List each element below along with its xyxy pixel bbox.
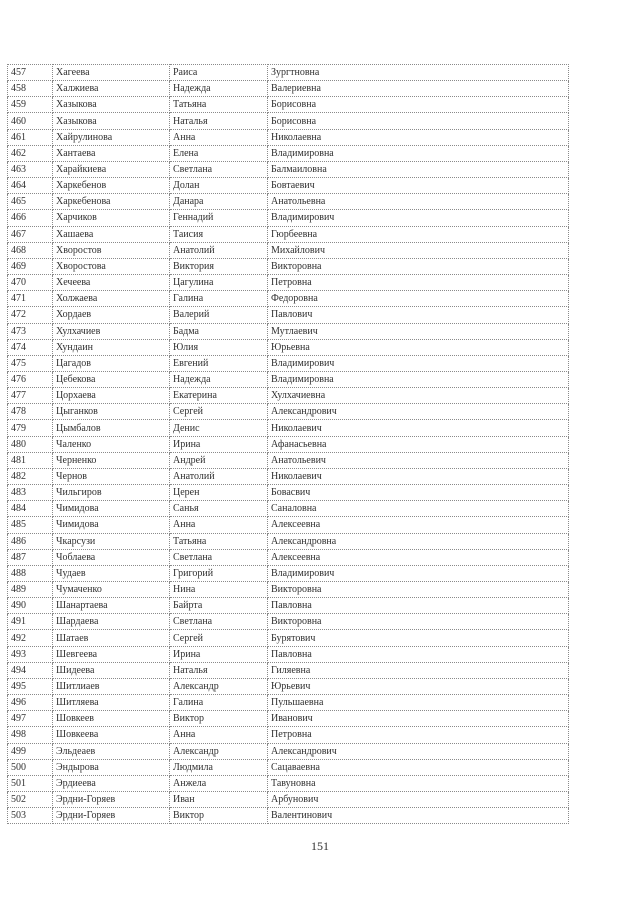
first-name-cell: Татьяна xyxy=(170,533,268,549)
surname-cell: Шовкеев xyxy=(53,711,170,727)
first-name-cell: Ирина xyxy=(170,646,268,662)
surname-cell: Черненко xyxy=(53,452,170,468)
first-name-cell: Григорий xyxy=(170,565,268,581)
patronymic-cell: Балмаиловна xyxy=(268,161,569,177)
table-row xyxy=(8,97,569,113)
table-row xyxy=(8,775,569,791)
table-row xyxy=(8,275,569,291)
surname-cell: Хундаин xyxy=(53,339,170,355)
first-name-cell: Байрта xyxy=(170,598,268,614)
first-name-cell: Таисия xyxy=(170,226,268,242)
first-name-cell: Александр xyxy=(170,678,268,694)
first-name-cell: Данара xyxy=(170,194,268,210)
first-name-cell: Наталья xyxy=(170,662,268,678)
row-number-cell: 493 xyxy=(8,646,53,662)
row-number-cell: 486 xyxy=(8,533,53,549)
table-row xyxy=(8,759,569,775)
surname-cell: Шовкеева xyxy=(53,727,170,743)
patronymic-cell: Алексеевна xyxy=(268,549,569,565)
table-row xyxy=(8,178,569,194)
table-row xyxy=(8,565,569,581)
row-number-cell: 475 xyxy=(8,355,53,371)
table-row xyxy=(8,258,569,274)
surname-cell: Чаленко xyxy=(53,436,170,452)
table-row xyxy=(8,468,569,484)
first-name-cell: Людмила xyxy=(170,759,268,775)
table-row xyxy=(8,646,569,662)
patronymic-cell: Сацаваевна xyxy=(268,759,569,775)
table-row xyxy=(8,129,569,145)
row-number-cell: 465 xyxy=(8,194,53,210)
surname-cell: Чимидова xyxy=(53,501,170,517)
table-row xyxy=(8,371,569,387)
table-row xyxy=(8,743,569,759)
first-name-cell: Виктор xyxy=(170,711,268,727)
row-number-cell: 460 xyxy=(8,113,53,129)
patronymic-cell: Борисовна xyxy=(268,113,569,129)
first-name-cell: Юлия xyxy=(170,339,268,355)
row-number-cell: 483 xyxy=(8,485,53,501)
patronymic-cell: Александрович xyxy=(268,404,569,420)
first-name-cell: Цагулина xyxy=(170,275,268,291)
surname-cell: Хашаева xyxy=(53,226,170,242)
patronymic-cell: Хулхачиевна xyxy=(268,388,569,404)
patronymic-cell: Афанасьевна xyxy=(268,436,569,452)
surname-cell: Цыганков xyxy=(53,404,170,420)
surname-cell: Цебекова xyxy=(53,371,170,387)
first-name-cell: Виктория xyxy=(170,258,268,274)
patronymic-cell: Александрович xyxy=(268,743,569,759)
roster-body xyxy=(8,65,569,824)
surname-cell: Эрдни-Горяев xyxy=(53,792,170,808)
patronymic-cell: Саналовна xyxy=(268,501,569,517)
first-name-cell: Бадма xyxy=(170,323,268,339)
table-row xyxy=(8,808,569,824)
surname-cell: Чоблаева xyxy=(53,549,170,565)
table-row xyxy=(8,339,569,355)
row-number-cell: 498 xyxy=(8,727,53,743)
patronymic-cell: Николаевна xyxy=(268,129,569,145)
patronymic-cell: Викторовна xyxy=(268,258,569,274)
patronymic-cell: Бовасвич xyxy=(268,485,569,501)
row-number-cell: 497 xyxy=(8,711,53,727)
surname-cell: Цагадов xyxy=(53,355,170,371)
row-number-cell: 477 xyxy=(8,388,53,404)
table-row xyxy=(8,113,569,129)
row-number-cell: 480 xyxy=(8,436,53,452)
table-row xyxy=(8,210,569,226)
surname-cell: Эльдеаев xyxy=(53,743,170,759)
row-number-cell: 459 xyxy=(8,97,53,113)
patronymic-cell: Валентинович xyxy=(268,808,569,824)
row-number-cell: 500 xyxy=(8,759,53,775)
patronymic-cell: Александровна xyxy=(268,533,569,549)
first-name-cell: Виктор xyxy=(170,808,268,824)
first-name-cell: Екатерина xyxy=(170,388,268,404)
patronymic-cell: Валериевна xyxy=(268,81,569,97)
patronymic-cell: Владимирович xyxy=(268,210,569,226)
table-row xyxy=(8,727,569,743)
row-number-cell: 469 xyxy=(8,258,53,274)
surname-cell: Хайрулинова xyxy=(53,129,170,145)
surname-cell: Харайкиева xyxy=(53,161,170,177)
row-number-cell: 484 xyxy=(8,501,53,517)
row-number-cell: 461 xyxy=(8,129,53,145)
patronymic-cell: Викторовна xyxy=(268,614,569,630)
row-number-cell: 482 xyxy=(8,468,53,484)
row-number-cell: 470 xyxy=(8,275,53,291)
first-name-cell: Анна xyxy=(170,517,268,533)
row-number-cell: 481 xyxy=(8,452,53,468)
surname-cell: Хагеева xyxy=(53,65,170,81)
page-number: 151 xyxy=(311,839,329,853)
surname-cell: Харчиков xyxy=(53,210,170,226)
row-number-cell: 501 xyxy=(8,775,53,791)
patronymic-cell: Борисовна xyxy=(268,97,569,113)
patronymic-cell: Михайлович xyxy=(268,242,569,258)
row-number-cell: 478 xyxy=(8,404,53,420)
patronymic-cell: Гюрбеевна xyxy=(268,226,569,242)
surname-cell: Цорхаева xyxy=(53,388,170,404)
row-number-cell: 503 xyxy=(8,808,53,824)
table-row xyxy=(8,614,569,630)
row-number-cell: 462 xyxy=(8,145,53,161)
table-row xyxy=(8,242,569,258)
table-row xyxy=(8,355,569,371)
row-number-cell: 487 xyxy=(8,549,53,565)
table-row xyxy=(8,436,569,452)
patronymic-cell: Бурятович xyxy=(268,630,569,646)
surname-cell: Эрдиеева xyxy=(53,775,170,791)
table-row xyxy=(8,549,569,565)
first-name-cell: Санья xyxy=(170,501,268,517)
table-row xyxy=(8,485,569,501)
surname-cell: Харкебенова xyxy=(53,194,170,210)
row-number-cell: 463 xyxy=(8,161,53,177)
first-name-cell: Елена xyxy=(170,145,268,161)
surname-cell: Хантаева xyxy=(53,145,170,161)
patronymic-cell: Анатольевич xyxy=(268,452,569,468)
first-name-cell: Андрей xyxy=(170,452,268,468)
first-name-cell: Сергей xyxy=(170,404,268,420)
surname-cell: Хулхачиев xyxy=(53,323,170,339)
row-number-cell: 466 xyxy=(8,210,53,226)
patronymic-cell: Павловна xyxy=(268,646,569,662)
first-name-cell: Денис xyxy=(170,420,268,436)
table-row xyxy=(8,226,569,242)
table-row xyxy=(8,291,569,307)
table-row xyxy=(8,452,569,468)
table-row xyxy=(8,145,569,161)
surname-cell: Хворостов xyxy=(53,242,170,258)
row-number-cell: 472 xyxy=(8,307,53,323)
patronymic-cell: Мутлаевич xyxy=(268,323,569,339)
first-name-cell: Геннадий xyxy=(170,210,268,226)
roster-table xyxy=(7,64,569,824)
first-name-cell: Анатолий xyxy=(170,468,268,484)
surname-cell: Халжиева xyxy=(53,81,170,97)
row-number-cell: 499 xyxy=(8,743,53,759)
surname-cell: Хазыкова xyxy=(53,97,170,113)
table-row xyxy=(8,598,569,614)
table-row xyxy=(8,792,569,808)
patronymic-cell: Бовтаевич xyxy=(268,178,569,194)
patronymic-cell: Гиляевна xyxy=(268,662,569,678)
patronymic-cell: Павловна xyxy=(268,598,569,614)
first-name-cell: Нина xyxy=(170,582,268,598)
surname-cell: Харкебенов xyxy=(53,178,170,194)
first-name-cell: Анна xyxy=(170,129,268,145)
row-number-cell: 496 xyxy=(8,695,53,711)
table-row xyxy=(8,678,569,694)
table-row xyxy=(8,161,569,177)
patronymic-cell: Николаевич xyxy=(268,468,569,484)
surname-cell: Шатаев xyxy=(53,630,170,646)
row-number-cell: 457 xyxy=(8,65,53,81)
row-number-cell: 485 xyxy=(8,517,53,533)
first-name-cell: Татьяна xyxy=(170,97,268,113)
surname-cell: Холжаева xyxy=(53,291,170,307)
patronymic-cell: Юрьевич xyxy=(268,678,569,694)
table-row xyxy=(8,323,569,339)
patronymic-cell: Петровна xyxy=(268,275,569,291)
patronymic-cell: Пульшаевна xyxy=(268,695,569,711)
patronymic-cell: Викторовна xyxy=(268,582,569,598)
surname-cell: Шевгеева xyxy=(53,646,170,662)
table-row xyxy=(8,81,569,97)
surname-cell: Хечеева xyxy=(53,275,170,291)
first-name-cell: Валерий xyxy=(170,307,268,323)
first-name-cell: Евгений xyxy=(170,355,268,371)
surname-cell: Чудаев xyxy=(53,565,170,581)
row-number-cell: 492 xyxy=(8,630,53,646)
surname-cell: Хворостова xyxy=(53,258,170,274)
surname-cell: Шитляева xyxy=(53,695,170,711)
patronymic-cell: Зургтновна xyxy=(268,65,569,81)
row-number-cell: 491 xyxy=(8,614,53,630)
table-row xyxy=(8,65,569,81)
table-row xyxy=(8,533,569,549)
patronymic-cell: Николаевич xyxy=(268,420,569,436)
patronymic-cell: Юрьевна xyxy=(268,339,569,355)
row-number-cell: 468 xyxy=(8,242,53,258)
surname-cell: Шардаева xyxy=(53,614,170,630)
table-row xyxy=(8,501,569,517)
row-number-cell: 494 xyxy=(8,662,53,678)
surname-cell: Хордаев xyxy=(53,307,170,323)
first-name-cell: Анна xyxy=(170,727,268,743)
first-name-cell: Церен xyxy=(170,485,268,501)
table-row xyxy=(8,194,569,210)
first-name-cell: Анатолий xyxy=(170,242,268,258)
patronymic-cell: Владимировна xyxy=(268,145,569,161)
first-name-cell: Александр xyxy=(170,743,268,759)
table-row xyxy=(8,695,569,711)
surname-cell: Чернов xyxy=(53,468,170,484)
first-name-cell: Светлана xyxy=(170,614,268,630)
table-row xyxy=(8,711,569,727)
first-name-cell: Долан xyxy=(170,178,268,194)
first-name-cell: Надежда xyxy=(170,81,268,97)
patronymic-cell: Тавуновна xyxy=(268,775,569,791)
first-name-cell: Раиса xyxy=(170,65,268,81)
table-row xyxy=(8,582,569,598)
surname-cell: Шанартаева xyxy=(53,598,170,614)
row-number-cell: 473 xyxy=(8,323,53,339)
patronymic-cell: Петровна xyxy=(268,727,569,743)
first-name-cell: Надежда xyxy=(170,371,268,387)
first-name-cell: Сергей xyxy=(170,630,268,646)
row-number-cell: 479 xyxy=(8,420,53,436)
table-row xyxy=(8,517,569,533)
patronymic-cell: Анатольевна xyxy=(268,194,569,210)
first-name-cell: Наталья xyxy=(170,113,268,129)
surname-cell: Эрдни-Горяев xyxy=(53,808,170,824)
row-number-cell: 488 xyxy=(8,565,53,581)
patronymic-cell: Владимировна xyxy=(268,371,569,387)
surname-cell: Шитлиаев xyxy=(53,678,170,694)
table-row xyxy=(8,388,569,404)
table-row xyxy=(8,662,569,678)
surname-cell: Чумаченко xyxy=(53,582,170,598)
surname-cell: Чильгиров xyxy=(53,485,170,501)
first-name-cell: Галина xyxy=(170,291,268,307)
surname-cell: Цымбалов xyxy=(53,420,170,436)
first-name-cell: Иван xyxy=(170,792,268,808)
first-name-cell: Галина xyxy=(170,695,268,711)
table-row xyxy=(8,307,569,323)
patronymic-cell: Арбунович xyxy=(268,792,569,808)
row-number-cell: 458 xyxy=(8,81,53,97)
first-name-cell: Светлана xyxy=(170,549,268,565)
first-name-cell: Анжела xyxy=(170,775,268,791)
first-name-cell: Светлана xyxy=(170,161,268,177)
surname-cell: Эндырова xyxy=(53,759,170,775)
row-number-cell: 490 xyxy=(8,598,53,614)
row-number-cell: 489 xyxy=(8,582,53,598)
patronymic-cell: Владимирович xyxy=(268,355,569,371)
table-row xyxy=(8,404,569,420)
table-row xyxy=(8,630,569,646)
row-number-cell: 502 xyxy=(8,792,53,808)
patronymic-cell: Владимирович xyxy=(268,565,569,581)
patronymic-cell: Иванович xyxy=(268,711,569,727)
row-number-cell: 495 xyxy=(8,678,53,694)
surname-cell: Чкарсузи xyxy=(53,533,170,549)
first-name-cell: Ирина xyxy=(170,436,268,452)
row-number-cell: 471 xyxy=(8,291,53,307)
surname-cell: Чимидова xyxy=(53,517,170,533)
table-row xyxy=(8,420,569,436)
row-number-cell: 464 xyxy=(8,178,53,194)
row-number-cell: 467 xyxy=(8,226,53,242)
row-number-cell: 476 xyxy=(8,371,53,387)
surname-cell: Хазыкова xyxy=(53,113,170,129)
row-number-cell: 474 xyxy=(8,339,53,355)
patronymic-cell: Федоровна xyxy=(268,291,569,307)
patronymic-cell: Алексеевна xyxy=(268,517,569,533)
patronymic-cell: Павлович xyxy=(268,307,569,323)
surname-cell: Шидеева xyxy=(53,662,170,678)
